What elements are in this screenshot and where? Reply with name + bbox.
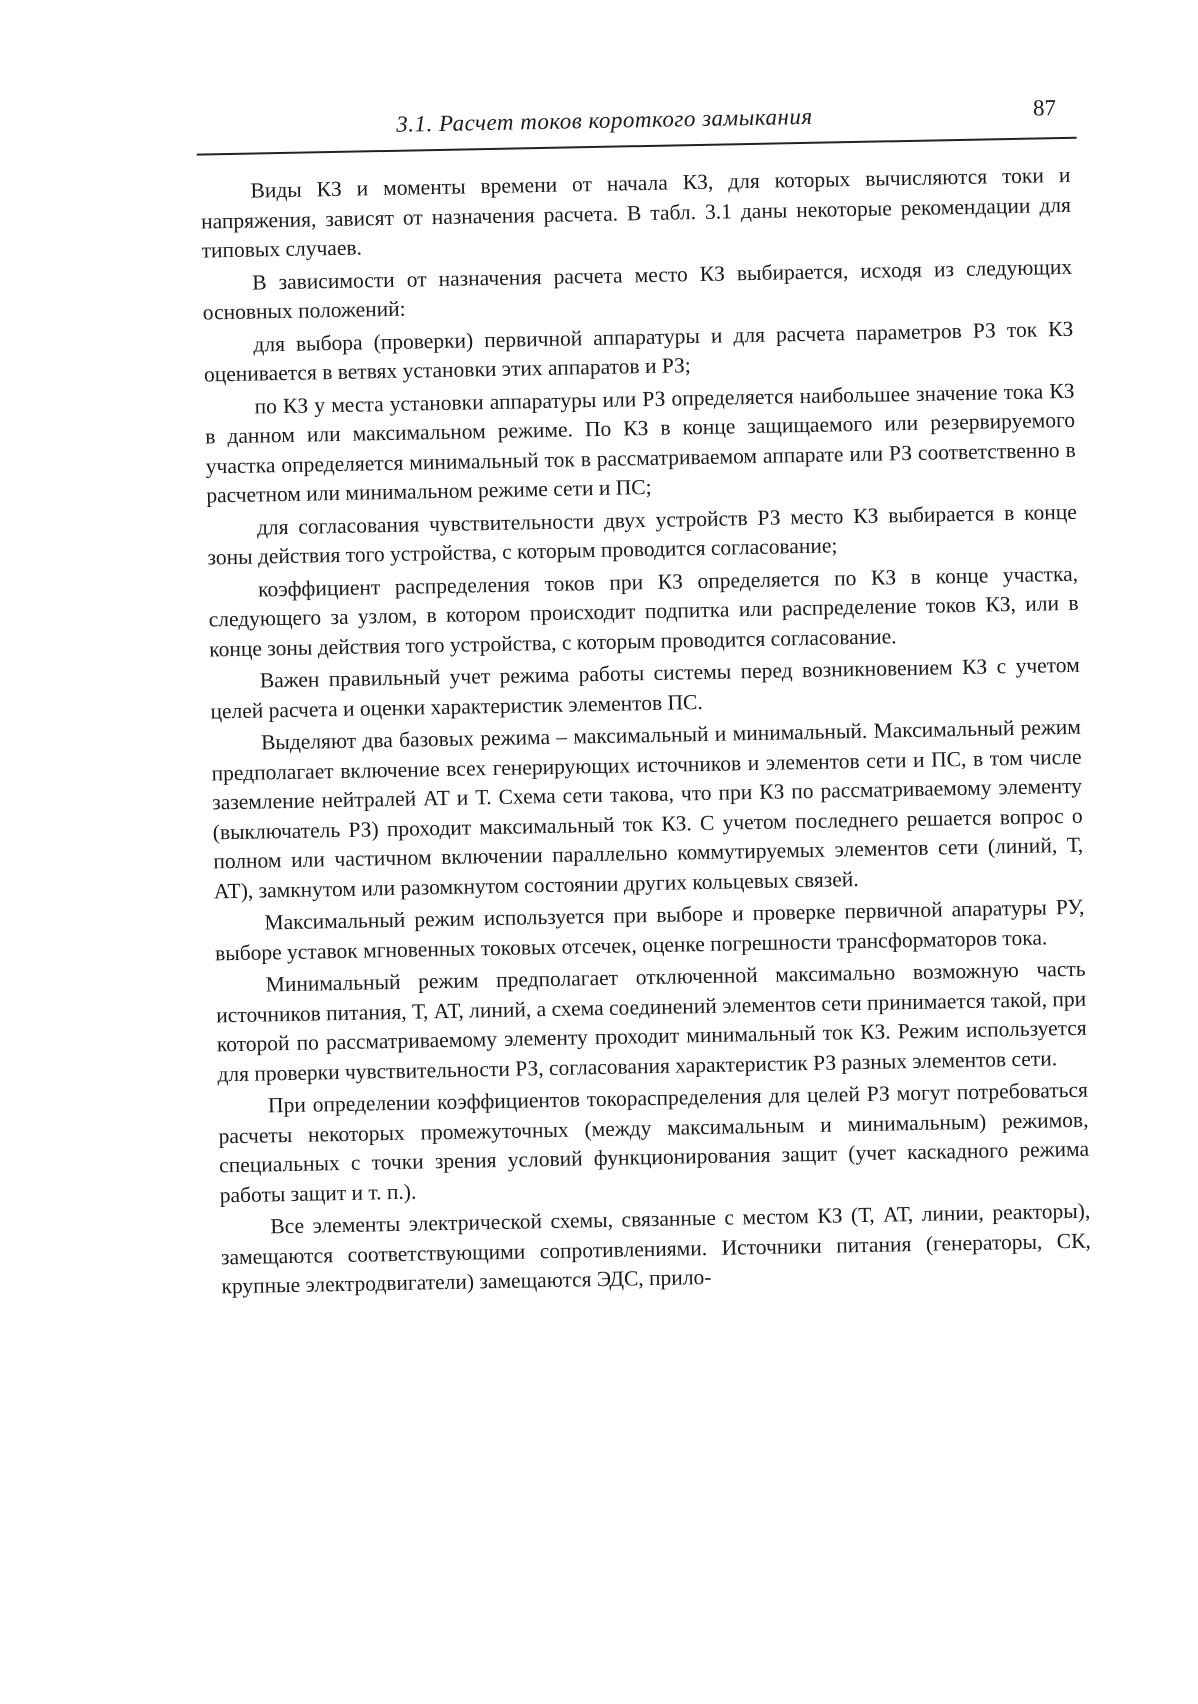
page-header	[196, 87, 1077, 156]
paragraph: для выбора (проверки) первичной аппаратуры и для расчета параметров РЗ ток КЗ оценивается в ветвях установки этих аппаратов и РЗ;	[203, 316, 1074, 387]
paragraph: Максимальный режим используется при выборе и проверке первичной апаратуры РУ, выборе уставок мгновенных токовых отсечек, оценке погрешности трансформаторов тока.	[214, 894, 1085, 965]
paragraph: При определении коэффициентов токораспределения для целей РЗ могут потребоваться расчеты некоторых промежуточных (между максимальным и минимальным) режимов, специальных с точки зрения условий функционирования защит (учет каскадного режима работы защит и т. п.).	[218, 1077, 1090, 1207]
paragraph: по КЗ у места установки аппаратуры или РЗ определяется наибольшее значение тока КЗ в данном или максимальном режиме. По КЗ в конце защищаемого или резервируемого участка определяется минимальный ток в рассматриваемом аппарате или РЗ соответственно в расчетном или минимальном режиме сети и ПС;	[204, 378, 1076, 508]
paragraph: Минимальный режим предполагает отключенной максимально возможную часть источников питания, Т, АТ, линий, а схема соединений элементов сети принимается такой, при которой по рассматриваемому элементу проходит минимальный ток КЗ. Режим используется для проверки чувствительности РЗ, согласования характеристик РЗ разных элементов сети.	[216, 956, 1087, 1086]
paragraph: Важен правильный учет режима работы системы перед возникновением КЗ с учетом целей расчета и оценки характеристик элементов ПС.	[210, 652, 1080, 723]
paragraph: В зависимости от назначения расчета место КЗ выбирается, исходя из следующих основных положений:	[202, 254, 1073, 325]
paragraph: для согласования чувствительности двух устройств РЗ место КЗ выбирается в конце зоны действия того устройства, с которым проводится согласование;	[207, 499, 1078, 570]
body-text	[200, 161, 1091, 1305]
paragraph: Выделяют два базовых режима – максимальный и минимальный. Максимальный режим предполагает включение всех генерирующих источников и элементов сети и ПС, в том числе заземление нейтралей АТ и Т. Схема сети такова, что при КЗ по рассматриваемому элементу (выключатель РЗ) проходит максимальный ток КЗ. С учетом последнего решается вопрос о полном или частичном включении параллельно коммутируемых элементов сети (линий, Т, АТ), замкнутом или разомкнутом состоянии других кольцевых связей.	[211, 714, 1084, 903]
paragraph: Виды КЗ и моменты времени от начала КЗ, для которых вычисляются токи и напряжения, зависят от назначения расчета. В табл. 3.1 даны некоторые рекомендации для типовых случаев.	[200, 162, 1072, 263]
paragraph: коэффициент распределения токов при КЗ определяется по КЗ в конце участка, следующего за узлом, в котором происходит подпитка или распределение токов КЗ, или в конце зоны действия того устройства, с которым проводится согласование.	[208, 561, 1079, 661]
page-number: 87	[1032, 95, 1057, 121]
paragraph: Все элементы электрической схемы, связанные с местом КЗ (Т, АТ, линии, реакторы), замещаются соответствующими сопротивлениями. Источники питания (генераторы, СК, крупные электродвигатели) замещаются ЭДС, прило-	[220, 1198, 1092, 1299]
running-title: 3.1. Расчет токов короткого замыкания	[395, 103, 813, 137]
